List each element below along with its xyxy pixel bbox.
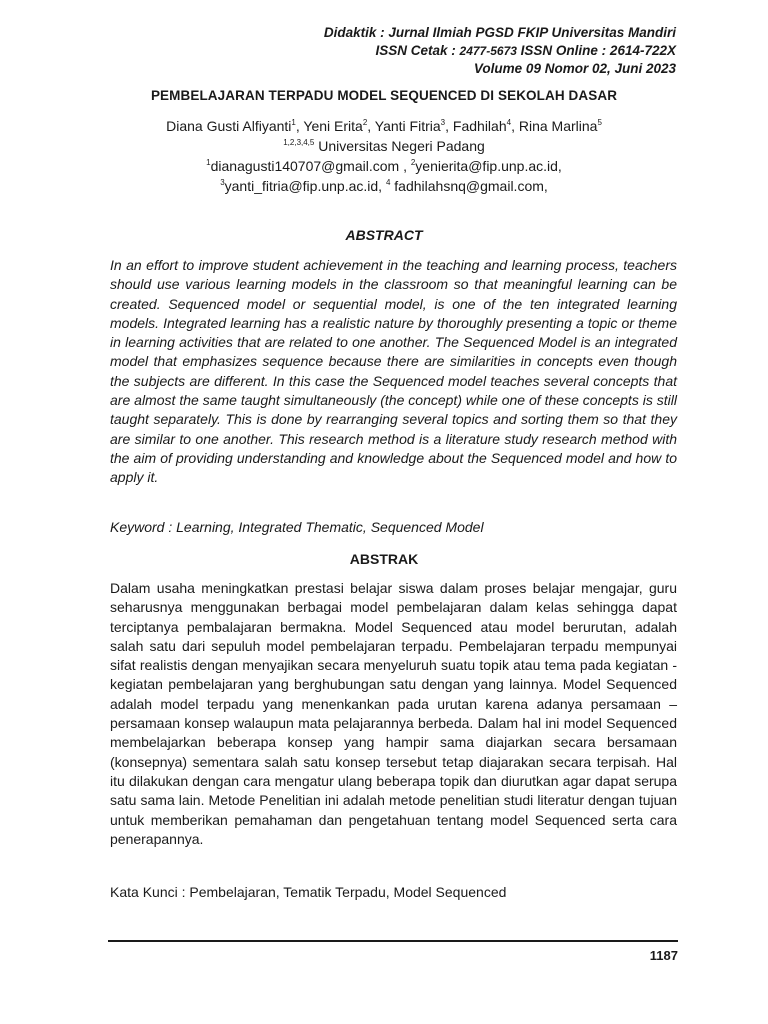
email-sup: 3: [220, 178, 225, 187]
abstract-text: In an effort to improve student achievement in the teaching and learning process, teachers should use various learning models in the classroom so that meaningful learning can be created. Sequenced model or sequential model, is one of the ten integrated learning models. Integrated learning has a realistic nature by thoroughly presenting a topic or theme in learning activities that are related to one another. The Sequenced Model is an integrated model that emphasizes sequence because there are similarities in concepts even though the subjects are different. In this case the Sequenced model teaches several concepts that are almost the same taught simultaneously (the concept) while one of these concepts is still taught separately. This is done by rearranging several topics and sorting them so that they are similar to one another. This research method is a literature study research method with the aim of providing understanding and knowledge about the Sequenced model and how to apply it.: [110, 257, 677, 486]
author-sup: 5: [597, 118, 602, 127]
journal-header: [324, 24, 676, 78]
volume-line: Volume 09 Nomor 02, Juni 2023: [473, 61, 676, 76]
affiliation-sup: 1,2,3,4,5: [283, 138, 315, 147]
issn-line: [324, 42, 676, 60]
author-block: [0, 116, 768, 196]
affiliation: [0, 136, 768, 156]
author-sep: ,: [445, 118, 453, 134]
email-sup: 1: [206, 158, 211, 167]
email-line-2: [0, 176, 768, 196]
issn-online: ISSN Online : 2614-722X: [516, 43, 676, 58]
email-sup: 4: [385, 178, 391, 187]
author-sep: ,: [511, 118, 519, 134]
abstrak-text: Dalam usaha meningkatkan prestasi belajar siswa dalam proses belajar mengajar, guru seharusnya menggunakan berbagai model pembelajaran dalam kelas sehingga dapat terciptanya pembalajaran bermakna. Model Sequenced atau model berurutan, adalah salah satu dari sepuluh model pembelajaran terpadu. Pembelajaran terpadu mempunyai sifat realistis dengan menyajikan secara menyeluruh suatu topik atau tema pada kegiatan - kegiatan pembelajaran yang berghubungan satu dengan yang lainnya. Model Sequenced adalah model terpadu yang menenkankan pada urutan karena adanya persamaan –persamaan konsep walaupun mata pelajarannya berbeda. Dalam hal ini model Sequenced membelajarkan beberapa konsep yang hampir sama diajarkan secara bersamaan (konsepnya) sementara salah satu konsep tersebut tetap diajarakan secara terpisah. Hal itu dilakukan dengan cara mengatur ulang beberapa topik dan diurutkan agar dapat serupa satu sama lain. Metode Penelitian ini adalah metode penelitian studi literatur dengan tujuan untuk memberikan pemahaman dan pengetahuan tentang model Sequenced serta cara penerapannya.: [110, 580, 677, 847]
email-sup: 2: [410, 158, 416, 167]
author-email: yenierita@fip.unp.ac.id,: [415, 158, 562, 174]
footer-rule: [108, 940, 678, 942]
abstract-heading: ABSTRACT: [345, 227, 423, 243]
issn-cetak: 2477-5673: [459, 44, 517, 58]
author-email: dianagusti140707@gmail.com ,: [210, 158, 411, 174]
author-sup: 3: [440, 118, 446, 127]
abstrak-heading: ABSTRAK: [349, 551, 419, 567]
author-sup: 1: [291, 118, 296, 127]
affiliation-name: Universitas Negeri Padang: [314, 138, 485, 154]
issn-cetak-label: ISSN Cetak :: [375, 43, 460, 58]
author-name: Rina Marlina: [518, 118, 598, 134]
author-name: Diana Gusti Alfiyanti: [166, 118, 292, 134]
journal-name: Didaktik : Jurnal Ilmiah PGSD FKIP Universitas Mandiri: [323, 25, 676, 40]
author-sep: ,: [367, 118, 375, 134]
author-email: yanti_fitria@fip.unp.ac.id,: [224, 178, 386, 194]
abstract-keywords: Keyword : Learning, Integrated Thematic, Sequenced Model: [110, 519, 484, 535]
page-number: 1187: [649, 948, 678, 963]
author-email: fadhilahsnq@gmail.com,: [390, 178, 548, 194]
author-sep: ,: [295, 118, 304, 134]
paper-title: PEMBELAJARAN TERPADU MODEL SEQUENCED DI SEKOLAH DASAR: [150, 88, 618, 103]
author-name: Fadhilah: [452, 118, 507, 134]
author-name: Yeni Erita: [303, 118, 363, 134]
author-list: [0, 116, 768, 136]
email-line-1: [0, 156, 768, 176]
author-name: Yanti Fitria: [374, 118, 441, 134]
abstrak-keywords: Kata Kunci : Pembelajaran, Tematik Terpadu, Model Sequenced: [110, 884, 507, 900]
author-sup: 4: [506, 118, 512, 127]
author-sup: 2: [362, 118, 368, 127]
